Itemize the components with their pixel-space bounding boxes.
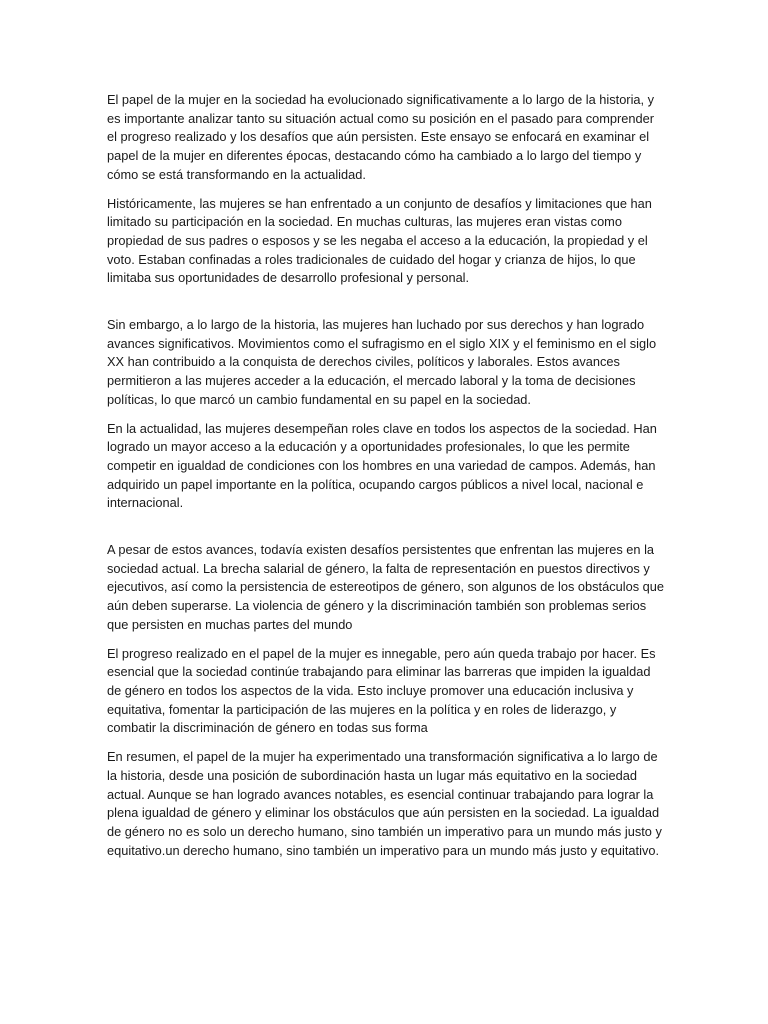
paragraph-persistent-challenges: A pesar de estos avances, todavía existen desafíos persistentes que enfrentan las mujeres en la sociedad actual. La brecha salarial de género, la falta de representación en puestos directivos y ejecutivos, así como la persistencia de estereotipos de género, son algunos de los obstáculos que aún deben superarse. La violencia de género y la discriminación también son problemas serios que persisten en muchas partes del mundo xyxy=(107,542,665,632)
paragraph-historical: Históricamente, las mujeres se han enfrentado a un conjunto de desafíos y limitaciones que han limitado su participación en la sociedad. En muchas culturas, las mujeres eran vistas como propiedad de sus padres o esposos y se les negaba el acceso a la educación, la propiedad y el voto. Estaban confinadas a roles tradicionales de cuidado del hogar y crianza de hijos, lo que limitaba sus oportunidades de desarrollo profesional y personal. xyxy=(107,195,652,286)
paragraph-progress: El progreso realizado en el papel de la mujer es innegable, pero aún queda trabajo por hacer. Es esencial que la sociedad continúe trabajando para eliminar las barreras que impiden la igualdad de género en todos los aspectos de la vida. Esto incluye promover una educación inclusiva y equitativa, fomentar la participación de las mujeres en la política y en roles de liderazgo, y combatir la discriminación de género en todas sus forma xyxy=(107,645,656,736)
paragraph-rights-struggle: Sin embargo, a lo largo de la historia, las mujeres han luchado por sus derechos y han logrado avances significativos. Movimientos como el sufragismo en el siglo XIX y el feminismo en el siglo XX han contribuido a la conquista de derechos civiles, políticos y laborales. Estos avances permitieron a las mujeres acceder a la educación, el mercado laboral y la toma de decisiones políticas, lo que marcó un cambio fundamental en su papel en la sociedad. xyxy=(107,317,657,407)
paragraph-conclusion: En resumen, el papel de la mujer ha experimentado una transformación significativa a lo largo de la historia, desde una posición de subordinación hasta un lugar más equitativo en la sociedad actual. Aunque se han logrado avances notables, es esencial continuar trabajando para lograr la plena igualdad de género y eliminar los obstáculos que aún persisten en la sociedad. La igualdad de género no es solo un derecho humano, sino también un imperativo para un mundo más justo y equitativo.un derecho humano, sino también un imperativo para un mundo más justo y equitativo. xyxy=(107,749,662,858)
paragraph-present-day: En la actualidad, las mujeres desempeñan roles clave en todos los aspectos de la sociedad. Han logrado un mayor acceso a la educación y a oportunidades profesionales, lo que les permite competir en igualdad de condiciones con los hombres en una variedad de campos. Además, han adquirido un papel importante en la política, ocupando cargos públicos a nivel local, nacional e internacional. xyxy=(107,420,657,511)
paragraph-intro: El papel de la mujer en la sociedad ha evolucionado significativamente a lo largo de la historia, y es importante analizar tanto su situación actual como su posición en el pasado para comprender el progreso realizado y los desafíos que aún persisten. Este ensayo se enfocará en examinar el papel de la mujer en diferentes épocas, destacando cómo ha cambiado a lo largo del tiempo y cómo se está transformando en la actualidad. xyxy=(107,92,655,182)
document-body xyxy=(107,91,667,870)
